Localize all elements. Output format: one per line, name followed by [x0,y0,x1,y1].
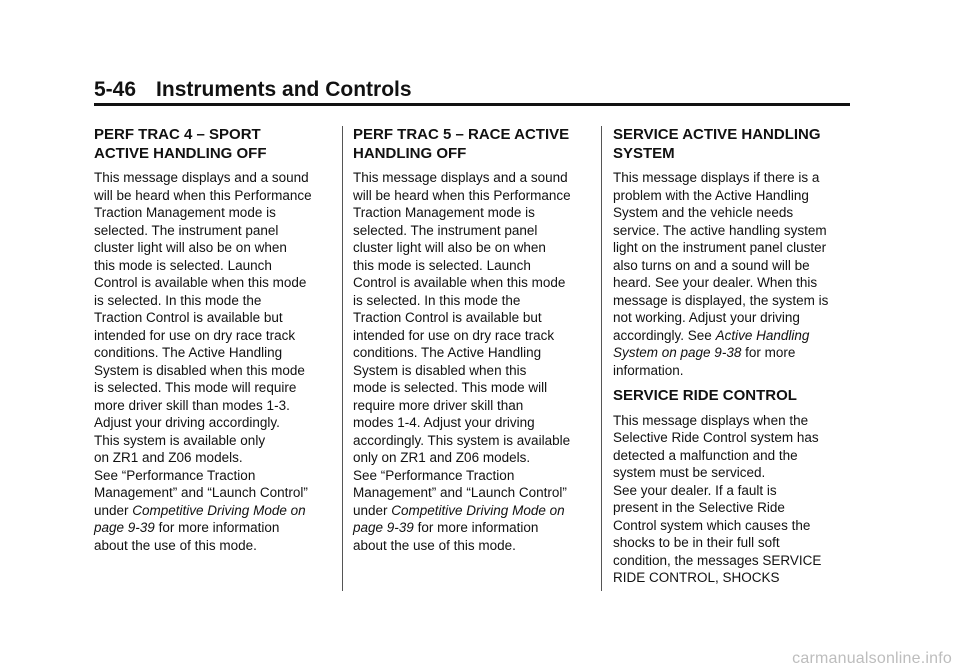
body-line: only on ZR1 and Z06 models. [353,450,531,465]
section-body [613,169,853,379]
body-line: information. [613,362,684,378]
section-heading [94,126,322,163]
body-line: See “Performance Traction [94,467,256,483]
section-body [94,169,322,554]
body-line: Control is available when this mode [353,275,566,290]
section-heading [613,387,853,406]
column-divider [342,126,343,591]
body-line: intended for use on dry race track [353,327,555,343]
body-line: also turns on and a sound will be [613,257,810,273]
body-line: See “Performance Traction [353,467,515,483]
body-line: problem with the Active Handling [613,187,809,203]
body-line: system must be serviced. [613,465,766,480]
column-2 [353,126,593,554]
body-line: System and the vehicle needs [613,205,794,220]
body-line: RIDE CONTROL, SHOCKS [613,570,780,585]
section-title: Instruments and Controls [156,78,412,101]
body-line: is selected. This mode will require [94,380,297,395]
body-line: This message displays when the [613,412,809,428]
body-line [353,502,593,520]
section-heading [613,126,853,163]
heading-line: SYSTEM [613,144,675,162]
body-line: See your dealer. If a fault is [613,482,777,498]
body-line: mode is selected. This mode will [353,380,548,395]
body-line [94,502,322,520]
body-text: for more information [413,520,539,535]
body-line: about the use of this mode. [353,537,516,553]
body-line: not working. Adjust your driving [613,310,800,325]
body-line: System is disabled when this [353,362,527,378]
body-line [94,519,322,537]
body-line: This message displays if there is a [613,170,820,185]
body-line: more driver skill than modes 1-3. [94,397,290,413]
body-line: message is displayed, the system is [613,292,829,308]
body-line: will be heard when this Performance [353,187,571,203]
heading-line: PERF TRAC 4 – SPORT [94,126,261,143]
page-header [94,78,412,102]
body-line: require more driver skill than [353,397,524,413]
watermark: carmanualsonline.info [792,650,952,667]
column-divider [601,126,602,591]
body-line: Control is available when this mode [94,275,307,290]
cross-reference-link[interactable]: Competitive Driving Mode on [132,502,306,518]
body-line: Traction Management mode is [94,205,276,220]
body-line: Management” and “Launch Control” [353,485,567,500]
body-line: will be heard when this Performance [94,187,312,203]
body-line: detected a malfunction and the [613,447,798,463]
body-line: Traction Management mode is [353,205,535,220]
body-line: System is disabled when this mode [94,362,305,378]
body-line [613,327,853,345]
body-line: this mode is selected. Launch [94,257,272,273]
body-line: This message displays and a sound [353,170,568,185]
body-line: cluster light will also be on when [94,240,287,255]
body-line: light on the instrument panel cluster [613,240,827,255]
body-line: selected. The instrument panel [353,222,538,238]
body-line: conditions. The Active Handling [353,345,542,360]
cross-reference-link[interactable]: System on page 9-38 [613,345,742,360]
column-1 [94,126,322,554]
body-text: for more [741,345,796,360]
body-text: for more information [154,520,280,535]
heading-line: PERF TRAC 5 – RACE ACTIVE [353,126,570,143]
body-line: Control system which causes the [613,517,811,533]
body-line [613,344,853,362]
column-3 [613,126,853,587]
body-line: Selective Ride Control system has [613,430,819,445]
body-line: is selected. In this mode the [353,292,521,308]
body-line: about the use of this mode. [94,537,257,553]
heading-line: ACTIVE HANDLING OFF [94,144,267,162]
heading-line: HANDLING OFF [353,144,467,162]
body-line: Traction Control is available but [353,310,542,325]
body-line: This message displays and a sound [94,170,309,185]
body-line: This system is available only [94,432,266,448]
page-number: 5-46 [94,78,137,101]
body-line: service. The active handling system [613,222,827,238]
body-line: cluster light will also be on when [353,240,546,255]
body-line: modes 1-4. Adjust your driving [353,415,535,430]
section-body [613,412,853,587]
body-line: present in the Selective Ride [613,500,785,515]
cross-reference-link[interactable]: page 9-39 [94,520,155,535]
body-line: heard. See your dealer. When this [613,275,818,290]
cross-reference-link[interactable]: Active Handling [715,327,810,343]
body-line: Adjust your driving accordingly. [94,415,280,430]
body-line: this mode is selected. Launch [353,257,531,273]
body-line: conditions. The Active Handling [94,345,283,360]
body-line [353,519,593,537]
section-heading [353,126,593,163]
body-line: selected. The instrument panel [94,222,279,238]
body-line: Traction Control is available but [94,310,283,325]
body-text: under [353,502,392,518]
section-body [353,169,593,554]
cross-reference-link[interactable]: Competitive Driving Mode on [391,502,565,518]
body-text: accordingly. See [613,327,716,343]
body-line: intended for use on dry race track [94,327,296,343]
cross-reference-link[interactable]: page 9-39 [353,520,414,535]
body-line: is selected. In this mode the [94,292,262,308]
heading-line: SERVICE ACTIVE HANDLING [613,126,821,143]
header-rule [94,103,850,106]
body-line: accordingly. This system is available [353,432,571,448]
body-text: under [94,502,133,518]
heading-line: SERVICE RIDE CONTROL [613,387,797,404]
body-line: condition, the messages SERVICE [613,552,822,568]
body-line: on ZR1 and Z06 models. [94,450,243,465]
body-line: Management” and “Launch Control” [94,485,308,500]
body-line: shocks to be in their full soft [613,535,780,550]
